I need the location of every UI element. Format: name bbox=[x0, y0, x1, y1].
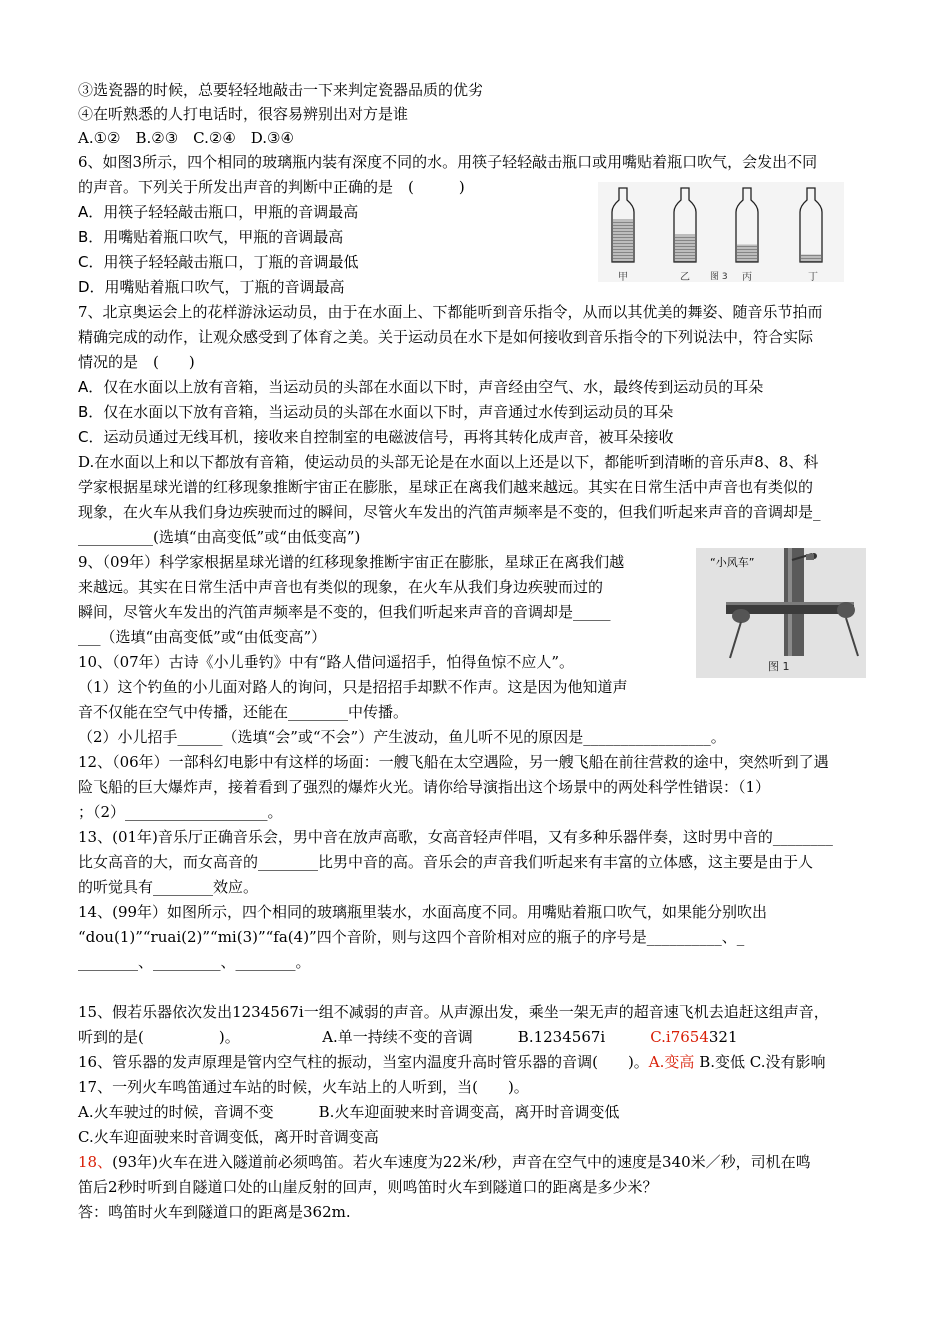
text-line: A.火车驶过的时候，音调不变 B.火车迎面驶来时音调变高，离开时音调变低 bbox=[78, 1103, 620, 1121]
text-line: 的听觉具有________效应。 bbox=[78, 878, 259, 896]
text-line: 情况的是 ( ) bbox=[78, 353, 195, 371]
option-b: B．仅在水面以下放有音箱，当运动员的头部在水面以下时，声音通过水传到运动员的耳朵 bbox=[78, 403, 674, 421]
figure-3-bottles bbox=[598, 182, 844, 282]
bottle bbox=[674, 188, 696, 262]
text-line: 精确完成的动作，让观众感受到了体育之美。关于运动员在水下是如何接收到音乐指令的下列说法中，符合实际 bbox=[78, 328, 814, 346]
question-13: 13、(01年)音乐厅正确音乐会，男中音在放声高歌，女高音轻声伴唱，又有多种乐器伴奏，这时男中音的________ bbox=[78, 828, 833, 846]
answer-line: 答：鸣笛时火车到隧道口的距离是362m. bbox=[78, 1203, 351, 1221]
text-line: A.①② B.②③ C.②④ D.③④ bbox=[78, 129, 294, 147]
option-d: D.在水面以上和以下都放有音箱，使运动员的头部无论是在水面以上还是以下，都能听到清晰的音乐声8、8、科 bbox=[78, 453, 819, 471]
text-line: 瞬间，尽管火车发出的汽笛声频率是不变的，但我们听起来声音的音调却是_____ bbox=[78, 603, 611, 621]
answer-highlight: A.变高 bbox=[648, 1053, 695, 1071]
question-10: 10、（07年）古诗《小儿垂钓》中有“路人借问遥招手，怕得鱼惊不应人”。 bbox=[78, 653, 575, 671]
figure-caption: 图 1 bbox=[768, 660, 790, 673]
bottle bbox=[736, 188, 758, 262]
option-a: A．用筷子轻轻敲击瓶口，甲瓶的音调最高 bbox=[78, 203, 359, 221]
figure-1-windmill bbox=[696, 548, 866, 678]
question-18 bbox=[78, 1152, 811, 1172]
text-line: ④在听熟悉的人打电话时，很容易辨别出对方是谁 bbox=[78, 105, 409, 123]
text-segment: (93年)火车在进入隧道前必须鸣笛。若火车速度为22米/秒，声音在空气中的速度是340米／秒，司机在鸣 bbox=[112, 1153, 811, 1171]
text-line: 来越远。其实在日常生活中声音也有类似的现象，在火车从我们身边疾驶而过的 bbox=[78, 578, 604, 596]
text-line: （2）小儿招手______（选填“会”或“不会”）产生波动，鱼儿听不见的原因是_________________。 bbox=[78, 728, 726, 746]
bottles-illustration bbox=[598, 182, 844, 282]
text-line: 学家根据星球光谱的红移现象推断宇宙正在膨胀，星球正在离我们越来越远。其实在日常生活中声音也有类似的 bbox=[78, 478, 814, 496]
bottle-label: 丙 bbox=[742, 272, 752, 283]
text-segment: 16、管乐器的发声原理是管内空气柱的振动，当室内温度升高时管乐器的音调( )。 bbox=[78, 1053, 649, 1071]
text-line: ；（2）___________________。 bbox=[78, 803, 283, 821]
option-b: B．用嘴贴着瓶口吹气，甲瓶的音调最高 bbox=[78, 228, 344, 246]
bottle bbox=[612, 188, 634, 262]
bottle-label: 乙 bbox=[680, 272, 690, 283]
text-line: C.火车迎面驶来时音调变低，离开时音调变高 bbox=[78, 1128, 379, 1146]
option-d: D．用嘴贴着瓶口吹气，丁瓶的音调最高 bbox=[78, 278, 345, 296]
text-line: 比女高音的大，而女高音的________比男中音的高。音乐会的声音我们听起来有丰富的立体感，这主要是由于人 bbox=[78, 853, 814, 871]
option-a: A．仅在水面以上放有音箱，当运动员的头部在水面以下时，声音经由空气、水，最终传到运动员的耳朵 bbox=[78, 378, 764, 396]
question-14: 14、(99年）如图所示，四个相同的玻璃瓶里装水，水面高度不同。用嘴贴着瓶口吹气，如果能分别吹出 bbox=[78, 903, 768, 921]
water-fill bbox=[801, 255, 821, 263]
answer-highlight: C.i7654 bbox=[650, 1028, 709, 1046]
question-number: 18、 bbox=[78, 1153, 113, 1171]
text-line: 笛后2秒时听到自隧道口处的山崖反射的回声，则鸣笛时火车到隧道口的距离是多少米？ bbox=[78, 1178, 658, 1196]
text-line: 的声音。下列关于所发出声音的判断中正确的是 ( ) bbox=[78, 178, 465, 196]
text-line: ③选瓷器的时候，总要轻轻地敲击一下来判定瓷器品质的优劣 bbox=[78, 81, 484, 99]
option-c: C．用筷子轻轻敲击瓶口，丁瓶的音调最低 bbox=[78, 253, 359, 271]
text-segment: B.变低 C.没有影响 bbox=[699, 1053, 826, 1071]
text-segment: 听到的是( )。 A.单一持续不变的音调 B.1234567i bbox=[78, 1028, 651, 1046]
text-segment: 321 bbox=[708, 1028, 738, 1046]
text-line: （1）这个钓鱼的小儿面对路人的询问，只是招招手却默不作声。这是因为他知道声 bbox=[78, 678, 628, 696]
text-line: 险飞船的巨大爆炸声，接着看到了强烈的爆炸火光。请你给导演指出这个场景中的两处科学性错误：（1） bbox=[78, 778, 771, 796]
bottle bbox=[800, 188, 822, 262]
text-line: __________(选填“由高变低”或“由低变高”) bbox=[78, 528, 361, 546]
water-fill bbox=[737, 245, 757, 263]
text-line: 现象，在火车从我们身边疾驶而过的瞬间，尽管火车发出的汽笛声频率是不变的，但我们听起来声音的音调却是_ bbox=[78, 503, 821, 521]
bottle-outline bbox=[800, 188, 822, 262]
text-line: “dou(1)”“ruai(2)”“mi(3)”“fa(4)”四个音阶，则与这四个音阶相对应的瓶子的序号是__________、_ bbox=[78, 928, 745, 946]
question-16 bbox=[78, 1052, 825, 1072]
text-line: 音不仅能在空气中传播，还能在________中传播。 bbox=[78, 703, 409, 721]
text-line: ________、_________、________。 bbox=[78, 953, 311, 971]
figure-caption: 图 3 bbox=[710, 272, 728, 282]
question-9: 9、（09年）科学家根据星球光谱的红移现象推断宇宙正在膨胀，星球正在离我们越 bbox=[78, 553, 625, 571]
water-fill bbox=[675, 235, 695, 263]
question-15-options bbox=[78, 1027, 738, 1047]
question-12: 12、（06年）一部科幻电影中有这样的场面：一艘飞船在太空遇险，另一艘飞船在前往营救的途中，突然听到了遇 bbox=[78, 753, 829, 771]
question-17: 17、一列火车鸣笛通过车站的时候，火车站上的人听到，当( )。 bbox=[78, 1078, 529, 1096]
bottle-label: 甲 bbox=[618, 272, 628, 283]
question-6: 6、如图3所示，四个相同的玻璃瓶内装有深度不同的水。用筷子轻轻敲击瓶口或用嘴贴着瓶口吹气，会发出不同 bbox=[78, 153, 818, 171]
figure-title: “小风车” bbox=[710, 556, 755, 569]
bottle-label: 丁 bbox=[808, 272, 818, 283]
text-line: ___（选填“由高变低”或“由低变高”） bbox=[78, 628, 327, 646]
question-15: 15、假若乐器依次发出1234567i一组不减弱的声音。从声源出发，乘坐一架无声的超音速飞机去追赶这组声音， bbox=[78, 1003, 829, 1021]
question-7: 7、北京奥运会上的花样游泳运动员，由于在水面上、下都能听到音乐指令，从而以其优美的舞姿、随音乐节拍而 bbox=[78, 303, 823, 321]
option-c: C．运动员通过无线耳机，接收来自控制室的电磁波信号，再将其转化成声音，被耳朵接收 bbox=[78, 428, 674, 446]
water-fill bbox=[613, 220, 633, 263]
